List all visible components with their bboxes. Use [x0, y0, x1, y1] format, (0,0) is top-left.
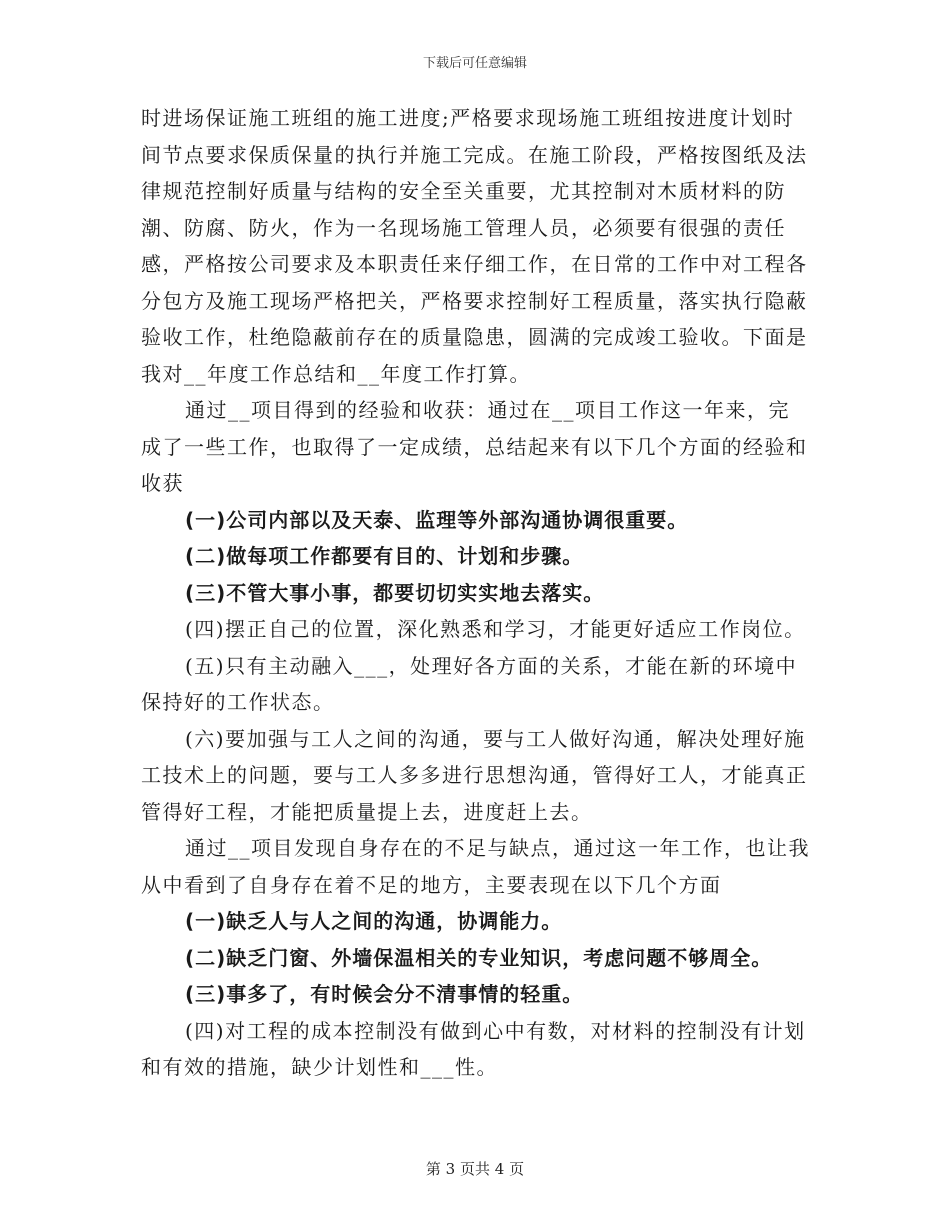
paragraph-shortcomings-intro: 通过__项目发现自身存在的不足与缺点，通过这一年工作，也让我从中看到了自身存在着不足的地方，主要表现在以下几个方面 [141, 836, 810, 897]
shortcoming-item-4: (四)对工程的成本控制没有做到心中有数，对材料的控制没有计划和有效的措施，缺少计划性和___性。 [141, 1018, 806, 1079]
paragraph-continuation: 时进场保证施工班组的施工进度;严格要求现场施工班组按进度计划时间节点要求保质保量的执行并施工完成。在施工阶段，严格按图纸及法律规范控制好质量与结构的安全至关重要，尤其控制对木质材料的防潮、防腐、防火，作为一名现场施工管理人员，必须要有很强的责任感，严格按公司要求及本职责任来仔细工作，在日常的工作中对工程各分包方及施工现场严格把关，严格要求控制好工程质量，落实执行隐蔽验收工作，杜绝隐蔽前存在的质量隐患，圆满的完成竣工验收。下面是我对__年度工作总结和__年度工作打算。 [141, 106, 808, 386]
experience-item-3: (三)不管大事小事，都要切切实实地去落实。 [185, 580, 605, 605]
experience-item-2: (二)做每项工作都要有目的、计划和步骤。 [185, 544, 584, 568]
experience-item-6: (六)要加强与工人之间的沟通，要与工人做好沟通，解决处理好施工技术上的问题，要与工人多多进行思想沟通，管得好工人，才能真正管得好工程，才能把质量提上去，进度赶上去。 [141, 726, 808, 824]
shortcoming-item-1: (一)缺乏人与人之间的沟通，协调能力。 [185, 909, 563, 933]
page-header: 下载后可任意编辑 [422, 56, 527, 71]
shortcoming-item-3: (三)事多了，有时候会分不清事情的轻重。 [185, 982, 584, 1006]
experience-item-5: (五)只有主动融入___，处理好各方面的关系，才能在新的环境中保持好的工作状态。 [141, 653, 798, 714]
paragraph-experience-intro: 通过__项目得到的经验和收获：通过在__项目工作这一年来，完成了一些工作，也取得了一定成绩，总结起来有以下几个方面的经验和收获 [141, 398, 808, 495]
experience-item-4: (四)摆正自己的位置，深化熟悉和学习，才能更好适应工作岗位。 [185, 617, 806, 641]
document-body [141, 100, 811, 1086]
page-footer: 第 3 页共 4 页 [425, 1160, 525, 1178]
experience-item-1: (一)公司内部以及天泰、监理等外部沟通协调很重要。 [185, 507, 689, 532]
shortcoming-item-2: (二)缺乏门窗、外墙保温相关的专业知识，考虑问题不够周全。 [185, 945, 773, 970]
